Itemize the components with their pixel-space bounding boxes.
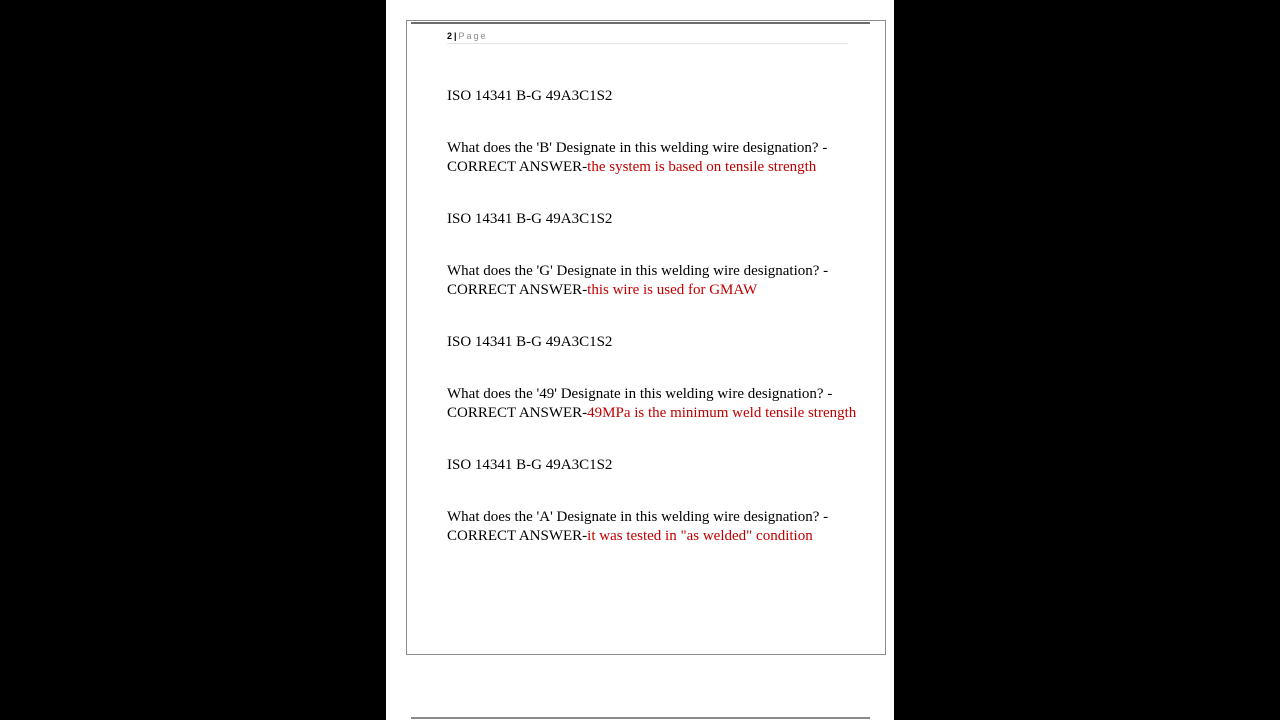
question-text: What does the '49' Designate in this welding wire designation? - CORRECT ANSWER- — [447, 386, 833, 421]
qa-item — [447, 262, 857, 300]
qa-item — [447, 139, 857, 177]
designation-line: ISO 14341 B-G 49A3C1S2 — [447, 334, 613, 350]
answer-text: this wire is used for GMAW — [587, 282, 758, 298]
document-page — [386, 0, 894, 720]
designation-line: ISO 14341 B-G 49A3C1S2 — [447, 211, 613, 227]
page-label: Page — [458, 31, 488, 41]
header-rule — [411, 22, 870, 24]
question-text: What does the 'B' Designate in this welding wire designation? - CORRECT ANSWER- — [447, 140, 828, 175]
page-header — [447, 31, 848, 44]
designation-line: ISO 14341 B-G 49A3C1S2 — [447, 457, 613, 473]
qa-item — [447, 385, 857, 423]
answer-text: 49MPa is the minimum weld tensile strength — [587, 405, 857, 421]
next-page-header-rule — [411, 717, 870, 719]
question-text: What does the 'G' Designate in this welding wire designation? - CORRECT ANSWER- — [447, 263, 829, 298]
header-separator: | — [454, 31, 457, 41]
question-text: What does the 'A' Designate in this welding wire designation? - CORRECT ANSWER- — [447, 509, 829, 544]
answer-text: it was tested in "as welded" condition — [587, 528, 813, 544]
designation-line: ISO 14341 B-G 49A3C1S2 — [447, 88, 613, 104]
qa-item — [447, 508, 857, 546]
page-number: 2 — [447, 31, 453, 41]
answer-text: the system is based on tensile strength — [587, 159, 817, 175]
page-content — [447, 87, 857, 579]
